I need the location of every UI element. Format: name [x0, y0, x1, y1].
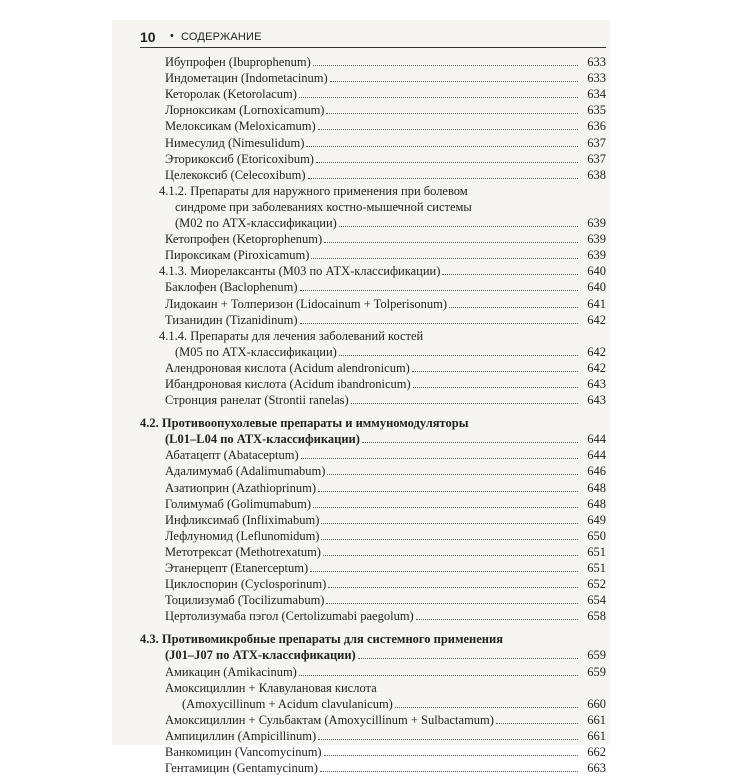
toc-section-title: 4.3. Противомикробные препараты для системного применения: [140, 632, 503, 647]
toc-entry: Амикацин (Amikacinum) 659: [165, 664, 606, 679]
toc-section: (J01–J07 по АТХ-классификации) 659: [165, 648, 606, 663]
toc-entry-title: Амоксициллин + Клавулановая кислота: [165, 680, 377, 695]
toc-entry: Пироксикам (Piroxicamum) 639: [165, 248, 606, 263]
toc-entry: Инфликсимаб (Infliximabum) 649: [165, 512, 606, 527]
toc-entry: Азатиоприн (Azathioprinum) 648: [165, 480, 606, 495]
toc-entry: Этанерцепт (Etanerceptum) 651: [165, 561, 606, 575]
toc-subsection: (М05 по АТХ-классификации) 642: [175, 344, 606, 359]
toc-entry: Ибандроновая кислота (Acidum ibandronicum) 643: [165, 376, 606, 391]
toc-entry: Стронция ранелат (Strontii ranelas) 643: [165, 393, 606, 408]
running-head-title: СОДЕРЖАНИЕ: [181, 31, 262, 43]
toc-entry: Кетопрофен (Ketoprophenum) 639: [165, 232, 606, 247]
toc-entry: Гентамицин (Gentamycinum) 663: [165, 761, 606, 776]
book-page: [112, 20, 610, 776]
toc-entry: Ибупрофен (Ibuprophenum) 633: [165, 55, 606, 70]
toc-subsection: 4.1.3. Миорелаксанты (М03 по АТХ-классификации) 640: [159, 264, 606, 279]
toc-entry: Абатацепт (Abataceptum) 644: [165, 448, 606, 463]
header-bullet: •: [170, 30, 174, 42]
toc-entry: Лефлуномид (Leflunomidum) 650: [165, 528, 606, 543]
toc-section: (L01–L04 по АТХ-классификации) 644: [165, 432, 606, 447]
toc-entry: Метотрексат (Methotrexatum) 651: [165, 544, 606, 559]
toc-entry: (Amoxycillinum + Acidum clavulanicum) 660: [182, 696, 606, 711]
toc-entry: Нимесулид (Nimesulidum) 637: [165, 135, 606, 150]
toc-subsection: (М02 по АТХ-классификации) 639: [175, 216, 606, 231]
toc-entry: Ванкомицин (Vancomycinum) 662: [165, 745, 606, 760]
toc-entry: Эторикоксиб (Etoricoxibum) 637: [165, 151, 606, 166]
toc-entry: Мелоксикам (Meloxicamum) 636: [165, 119, 606, 134]
toc-subsection-title-cont: синдроме при заболеваниях костно-мышечной системы: [175, 199, 472, 214]
toc-entry: Лорноксикам (Lornoxicamum) 635: [165, 103, 606, 118]
toc-entry: Алендроновая кислота (Acidum alendronicum) 642: [165, 360, 606, 375]
toc-entry: Циклоспорин (Cyclosporinum) 652: [165, 577, 606, 592]
table-of-contents: [140, 54, 606, 776]
page-header: [140, 28, 606, 48]
toc-entry: Тоцилизумаб (Tocilizumabum) 654: [165, 593, 606, 608]
toc-subsection-title: 4.1.4. Препараты для лечения заболеваний костей: [159, 328, 424, 343]
toc-entry: Баклофен (Baclophenum) 640: [165, 280, 606, 295]
header-rule: [140, 47, 606, 48]
toc-entry: Кеторолак (Ketorolacum) 634: [165, 87, 606, 102]
toc-entry: Целекоксиб (Celecoxibum) 638: [165, 167, 606, 182]
toc-entry: Тизанидин (Tizanidinum) 642: [165, 312, 606, 327]
toc-entry: Цертолизумаба пэгол (Certolizumabi paegolum) 658: [165, 609, 606, 624]
page-number: 10: [140, 29, 156, 45]
toc-entry: Амоксициллин + Сульбактам (Amoxycillinum + Sulbactamum) 661: [165, 712, 606, 727]
toc-entry: Адалимумаб (Adalimumabum) 646: [165, 464, 606, 479]
toc-subsection-title: 4.1.2. Препараты для наружного применения при болевом: [159, 183, 468, 198]
toc-entry: Голимумаб (Golimumabum) 648: [165, 496, 606, 511]
toc-entry: Лидокаин + Толперизон (Lidocainum + Tolperisonum) 641: [165, 296, 606, 311]
toc-entry: Ампициллин (Ampicillinum) 661: [165, 728, 606, 743]
toc-entry: Индометацин (Indometacinum) 633: [165, 71, 606, 86]
toc-section-title: 4.2. Противоопухолевые препараты и иммуномодуляторы: [140, 416, 469, 431]
